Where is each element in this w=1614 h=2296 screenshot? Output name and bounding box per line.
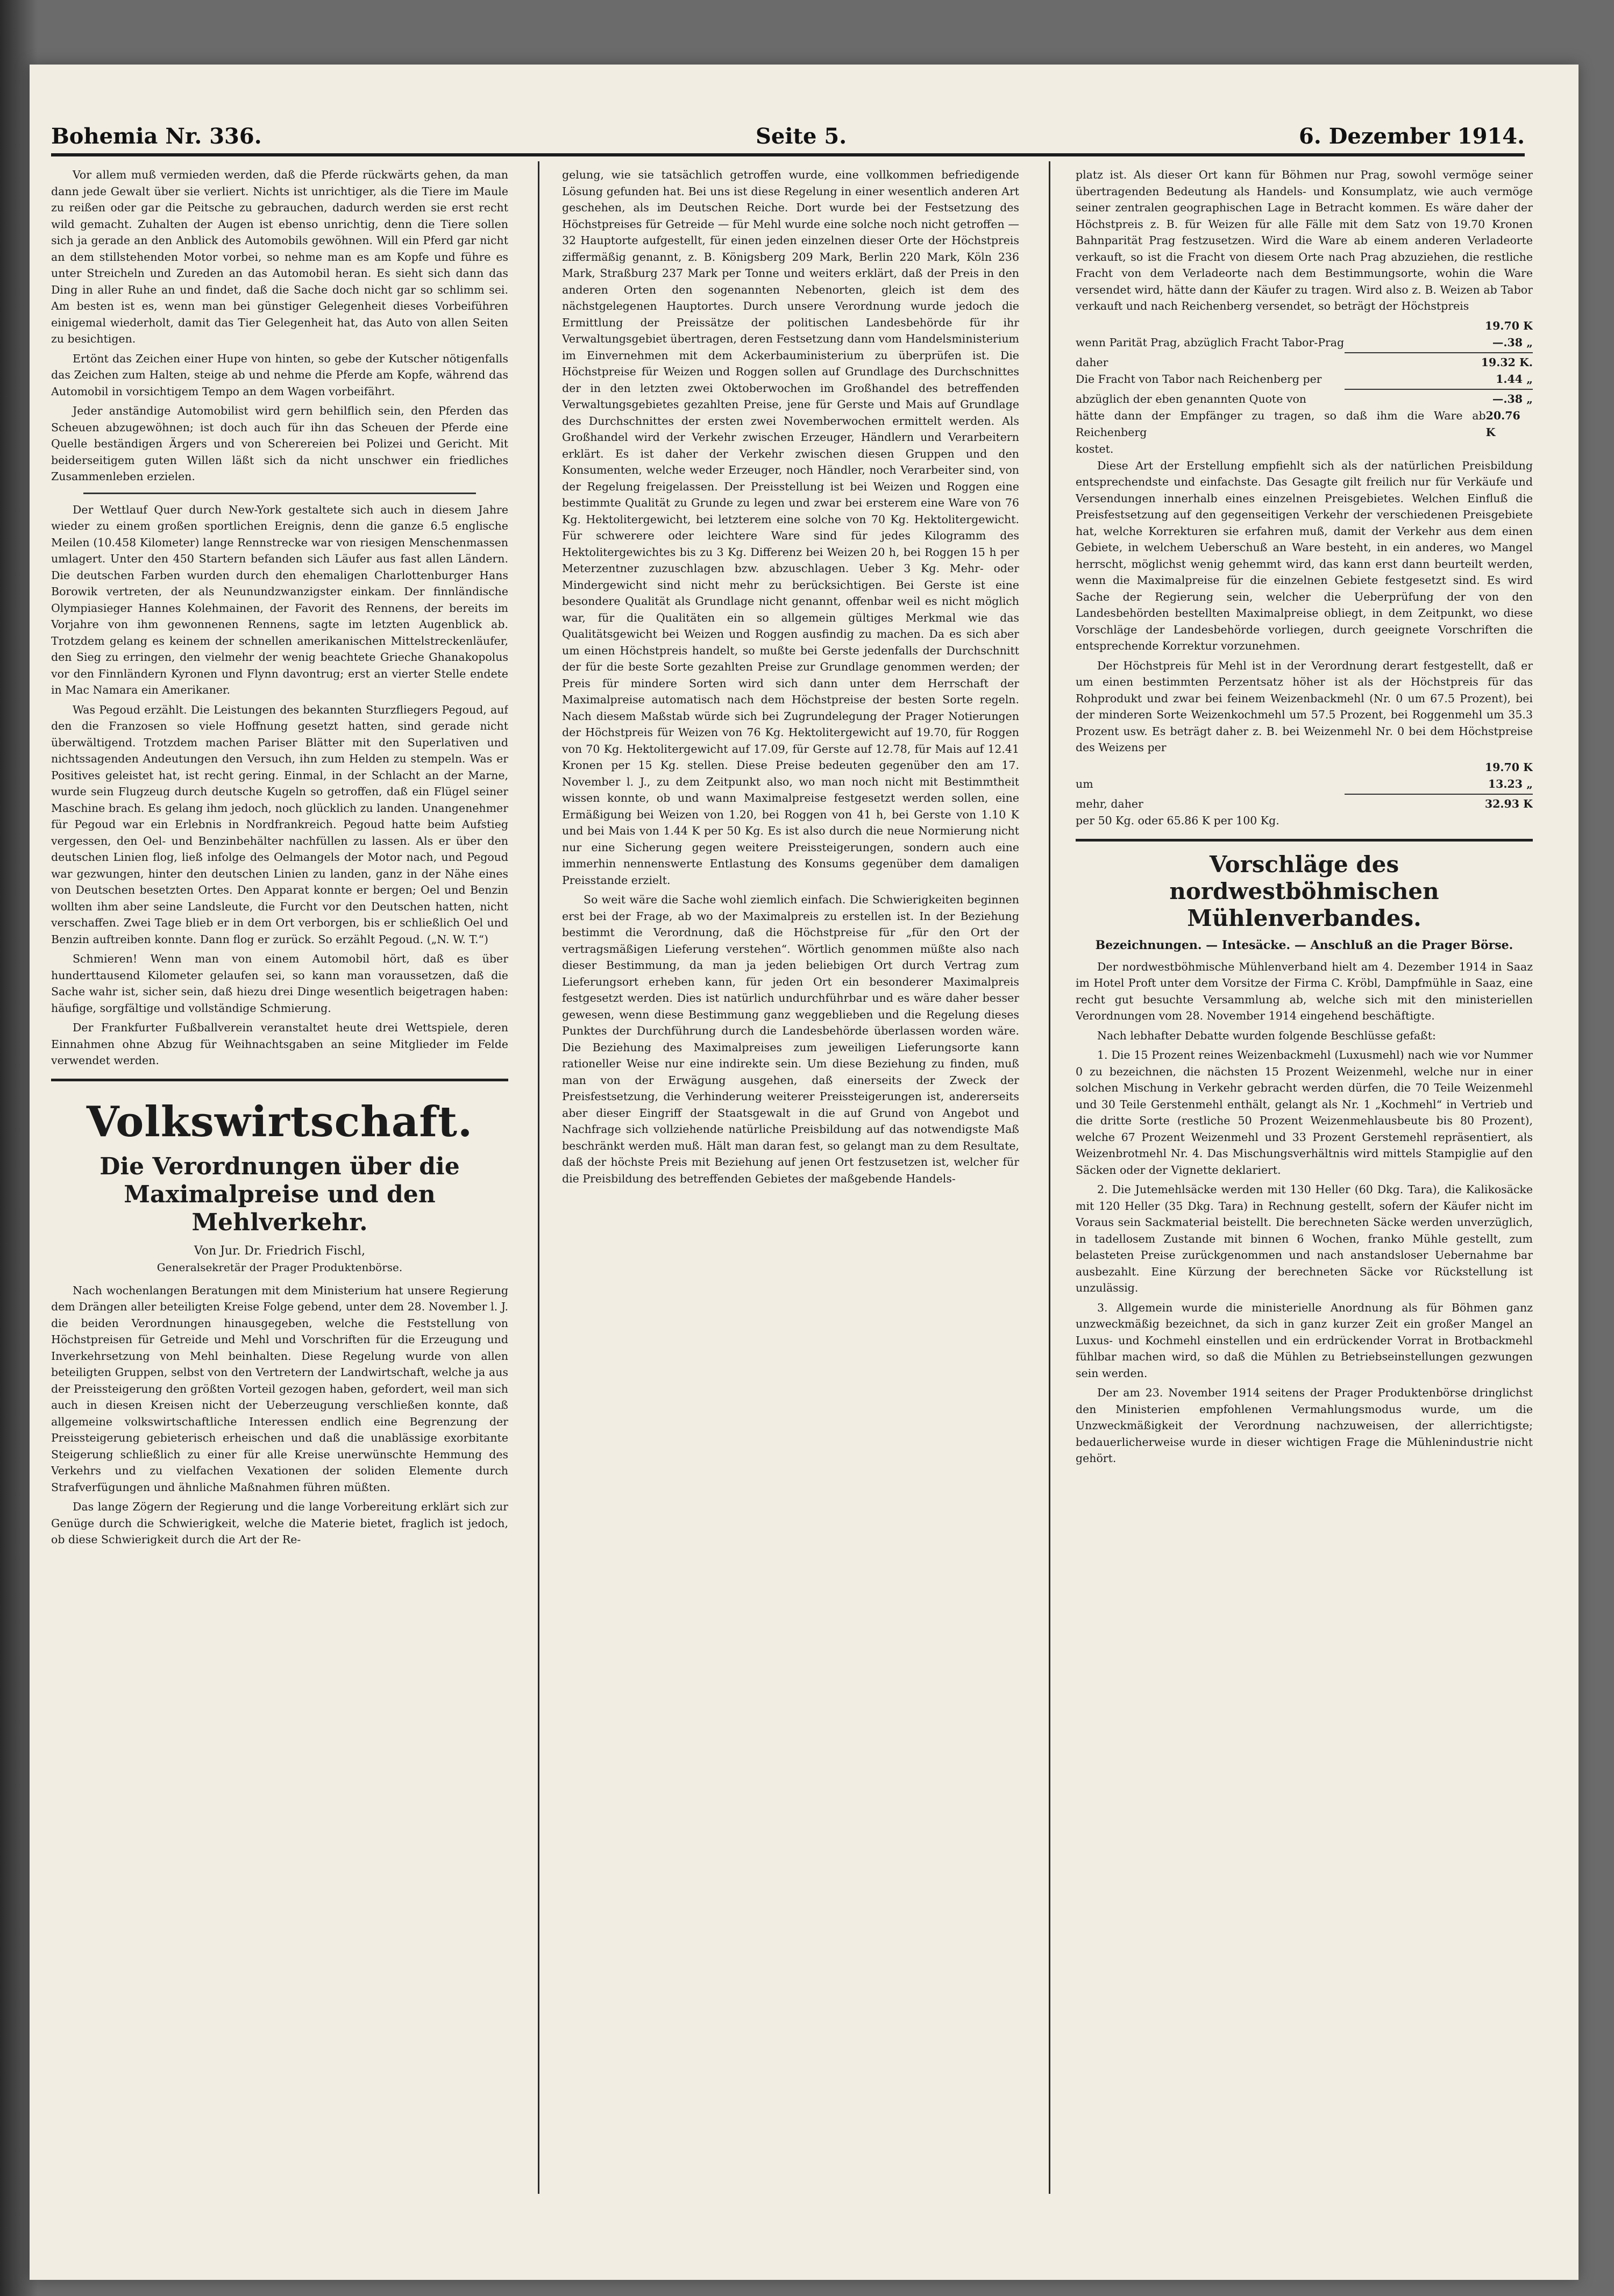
paragraph: Ertönt das Zeichen einer Hupe von hinten, so gebe der Kutscher nötigenfalls das Zeichen zum Halten, steige ab und nehme die Pferde am Kopfe, während das Automobil in vorsichtigem Tempo an dem Wagen vorbeifährt. <box>51 352 508 398</box>
calc-row: abzüglich der eben genannten Quote von —.38 „ <box>1076 392 1533 405</box>
price-calculation-2 <box>1076 759 1533 829</box>
article-subheading: Bezeichnungen. — Intesäcke. — Anschluß an die Prager Börse. <box>1095 938 1513 952</box>
news-item-pegoud: Was Pegoud erzählt. Die Leistungen des bekannten Sturzfliegers Pegoud, auf den die Franzosen so viele Hoffnung gesetzt hatten, sind gerade nicht überwältigend. Trotzdem machen Pariser Blätter mit den Superlativen und nichtssagenden Andeutungen den Versuch, ihn zum Helden zu stempeln. Was er Positives geleistet hat, ist recht gering. Einmal, in der Schlacht an der Marne, wurde sein Flugzeug durch deutsche Kugeln so getroffen, daß ein Flügel seiner Maschine brach. Es gelang ihm jedoch, noch glücklich zu landen. Unangenehmer für Pegoud war ein Erlebnis in Nordfrankreich. Pegoud hatte beim Aufstieg vergessen, den Oel- und Benzinbehälter nachfüllen zu lassen. Als er über den deutschen Linien flog, ließ infolge des Oelmangels der Motor nach, und Pegoud war gezwungen, hinter den deutschen Linien zu landen, ganz in der Nähe eines von Deutschen besetzten Ortes. Den Apparat konnte er bergen; Oel und Benzin wollten ihm aber seine Landsleute, die Furcht vor den Deutschen hatten, nicht verschaffen. Zwei Tage blieb er in dem Ort verborgen, bis er schließlich Oel und Benzin auftreiben konnte. Dann flog er zurück. So erzählt Pegoud. („N. W. T.“) <box>51 703 508 946</box>
price-calculation-1 <box>1076 318 1533 458</box>
sum-rule <box>1345 352 1533 353</box>
article-paragraph: 3. Allgemein wurde die ministerielle Anordnung als für Böhmen ganz unzweckmäßig bezeichnet, da sich in ganz kurzer Zeit ein großer Mangel an Luxus- und Kochmehl einstellen und ein erdrückender Vorrat in Brotbackmehl fühlbar machen wird, so daß die Mühlen zu Betriebseinstellungen gezwungen sein werden. <box>1076 1301 1533 1380</box>
calc-row: 19.70 K <box>1484 319 1533 332</box>
article-paragraph: gelung, wie sie tatsächlich getroffen wurde, eine vollkommen befriedigende Lösung gefunden hat. Bei uns ist diese Regelung in einer wesentlich anderen Art geschehen, als im Deutschen Reiche. Dort wurde bei der Festsetzung des Höchstpreises für Getreide — für Mehl wurde eine solche noch nicht getroffen — 32 Hauptorte aufgestellt, für einen jeden einzelnen dieser Orte der Höchstpreis ziffermäßig genannt, z. B. Königsberg 209 Mark, Berlin 220 Mark, Köln 236 Mark, Straßburg 237 Mark per Tonne und weiters erklärt, daß der Preis in den anderen Orten den sogenannten Nebenorten, gleich ist dem des nächstgelegenen Hauptortes. Durch unsere Verordnung wurde jedoch die Ermittlung der Preissätze der politischen Landesbehörde für ihr Verwaltungsgebiet übertragen, deren Festsetzung dann vom Handelsministerium im Einvernehmen mit dem Ackerbauministerium zu überprüfen ist. Die Höchstpreise für Weizen und Roggen sollen auf Grundlage des Durchschnittes der in den letzten zwei Oktoberwochen im Großhandel des betreffenden Verwaltungsgebietes gezahlten Preise, jene für Gerste und Mais auf Grundlage des Durchschnittes der ersten zwei Novemberwochen ermittelt werden. Als Großhandel wird der Verkehr zwischen Erzeuger, Händlern und Verarbeitern erklärt. Es ist daher der Verkehr zwischen diesen Gruppen und den Konsumenten, welche weder Erzeuger, noch Händler, noch Verarbeiter sind, von der Regelung freigelassen. Der Preisstellung ist bei Weizen und Roggen eine bestimmte Qualität zu Grunde zu legen und zwar bei ersterem eine Ware von 76 Kg. Hektolitergewicht, bei letzterem eine solche von 70 Kg. Hektolitergewicht. Für schwerere oder leichtere Ware sind für jedes Kilogramm des Hektolitergewichtes bis zu 3 Kg. Differenz bei Weizen 20 h, bei Roggen 15 h per Meterzentner zuzuschlagen bzw. abzuschlagen. Ueber 3 Kg. Mehr- oder Mindergewicht sind nicht mehr zu berücksichtigen. Bei Gerste ist eine besondere Qualität als Grundlage nicht genannt, offenbar weil es nicht möglich war, für die Qualitäten ein so allgemein gültiges Merkmal wie das Qualitätsgewicht bei Weizen und Roggen ausfindig zu machen. Da es sich aber um einen Höchstpreis handelt, so mußte bei Gerste jedenfalls der Durchschnitt der für die beste Sorte gezahlten Preise zur Grundlage genommen werden; der Preis für mindere Sorten wird sich dann unter dem Herrschaft der Maximalpreise automatisch nach dem Höchstpreise der besten Sorte regeln. Nach diesem Maßstab würde sich bei Zugrundelegung der Prager Notierungen der Höchstpreis für Weizen von 76 Kg. Hektolitergewicht auf 19.70, für Roggen von 70 Kg. Hektolitergewicht auf 17.09, für Gerste auf 12.78, für Mais auf 12.41 Kronen per 15 Kg. stellen. Diese Preise bedeuten gegenüber den am 17. November l. J., zu dem Zeitpunkt also, wo man noch nicht mit Bestimmtheit wissen konnte, ob und wann Maximalpreise festgesetzt werden sollen, eine Ermäßigung bei Weizen von 1.20, bei Roggen von 41 h, bei Gerste von 1.10 K und bei Mais von 1.44 K per 50 Kg. Es ist also durch die neue Normierung nicht nur eine Sicherung gegen weitere Preissteigerungen, sondern auch eine immerhin nennenswerte Entlastung des Konsums gegenüber dem damaligen Preisstande erzielt. <box>562 168 1019 887</box>
article-paragraph: Das lange Zögern der Regierung und die lange Vorbereitung erklärt sich zur Genüge durch die Schwierigkeit, welche die Materie bietet, fraglich ist jedoch, ob diese Schwierigkeit durch die Art der Re- <box>51 1500 508 1546</box>
article-paragraph: Der Höchstpreis für Mehl ist in der Verordnung derart festgestellt, daß er um einen bestimmten Perzentsatz höher ist als der Höchstpreis für das Rohprodukt und zwar bei feinem Weizenbackmehl (Nr. 0 um 67.5 Prozent), bei der minderen Sorte Weizenkochmehl um 57.5 Prozent, bei Roggenmehl um 35.3 Prozent usw. Es beträgt daher z. B. bei Weizenmehl Nr. 0 bei dem Höchstpreise des Weizens per <box>1076 659 1533 754</box>
column-2 <box>562 167 1019 2205</box>
calc-row: per 50 Kg. oder 65.86 K per 100 Kg. <box>1076 814 1279 827</box>
byline: Von Jur. Dr. Friedrich Fischl, <box>194 1244 366 1258</box>
sum-rule <box>1345 389 1533 390</box>
column-3 <box>1076 167 1533 2258</box>
column-rule <box>538 161 539 2194</box>
calc-row: mehr, daher 32.93 K <box>1076 797 1533 810</box>
paragraph: Jeder anständige Automobilist wird gern behilflich sein, den Pferden das Scheuen abzugewöhnen; ist doch auch für ihn das Scheuen der Pferde eine Quelle beständigen Ärgers und von Scherereien bei Polizei und Gericht. Mit beiderseitigem guten Willen läßt sich da nicht unschwer ein friedliches Zusammenleben erzielen. <box>51 404 508 483</box>
news-item-wettlauf: Der Wettlauf Quer durch New-York gestaltete sich auch in diesem Jahre wieder zu einem großen sportlichen Ereignis, denn die ganze 6.5 englische Meilen (10.458 Kilometer) lange Rennstrecke war von riesigen Menschenmassen umlagert. Unter den 450 Startern befanden sich Läufer aus fast allen Ländern. Die deutschen Farben wurden durch den ehemaligen Charlottenburger Hans Borowik vertreten, der als Neunundzwanzigster einkam. Der finnländische Olympiasieger Hannes Kolehmainen, der Favorit des Rennens, der bereits im Vorjahre von ihm gewonnenen Rennens, sagte im letzten Augenblick ab. Trotzdem gelang es keinem der schnellen amerikanischen Mittelstreckenläufer, den Sieg zu erringen, den vielmehr der wenig beachtete Grieche Ghanakopolus vor den Finnländern Kyronen und Flynn davontrug; erst an vierter Stelle endete in Mac Namara ein Amerikaner. <box>51 503 508 696</box>
column-rule <box>1049 161 1050 2194</box>
calc-row: Die Fracht von Tabor nach Reichenberg per 1.44 „ <box>1076 372 1533 386</box>
article-paragraph: Der nordwestböhmische Mühlenverband hielt am 4. Dezember 1914 in Saaz im Hotel Proft unter dem Vorsitze der Firma C. Kröbl, Dampfmühle in Saaz, eine recht gut besuchte Versammlung ab, welche sich mit den ministeriellen Verordnungen vom 28. November 1914 eingehend beschäftigte. <box>1076 960 1533 1022</box>
paragraph: Vor allem muß vermieden werden, daß die Pferde rückwärts gehen, da man dann jede Gewalt über sie verliert. Nichts ist unrichtiger, als die Tiere im Maule zu reißen oder gar die Peitsche zu gebrauchen, dadurch werden sie erst recht wild gemacht. Zuhalten der Augen ist ebenso unrichtig, denn die Tiere sollen sich ja gerade an den Anblick des Automobils gewöhnen. Will ein Pferd gar nicht an dem stillstehenden Motor vorbei, so nehme man es am Kopfe und führe es unter Streicheln und Zureden an das Automobil heran. Es sieht sich dann das Ding in aller Ruhe an und findet, daß die Sache doch nicht gar so schlimm sei. Am besten ist es, wenn man bei günstiger Gelegenheit dieses Vorbeiführen einigemal wiederholt, damit das Tier Gelegenheit hat, das Auto von allen Seiten zu besichtigen. <box>51 168 508 345</box>
article-title: Die Verordnungen über die Maximalpreise und den Mehlverkehr. <box>99 1152 460 1236</box>
calc-row: daher 19.32 K. <box>1076 355 1533 369</box>
news-item-frankfurter: Der Frankfurter Fußballverein veranstaltet heute drei Wettspiele, deren Einnahmen ohne Abzug für Weihnachtsgaben an seine Mitglieder im Felde verwendet werden. <box>51 1021 508 1067</box>
article-paragraph: Nach lebhafter Debatte wurden folgende Beschlüsse gefaßt: <box>1097 1029 1436 1042</box>
header-date: 6. Dezember 1914. <box>1299 124 1525 149</box>
article-paragraph: Der am 23. November 1914 seitens der Prager Produktenbörse dringlichst den Ministerien empfohlenen Vermahlungsmodus wurde, um die Unzweckmäßigkeit der Verordnung nachzuweisen, der allerrichtigste; bedauerlicherweise wurde in dieser wichtigen Frage die Mühlenindustrie nicht gehört. <box>1076 1386 1533 1465</box>
article-paragraph: 2. Die Jutemehlsäcke werden mit 130 Heller (60 Dkg. Tara), die Kalikosäcke mit 120 Heller (35 Dkg. Tara) in Rechnung gestellt, sofern der Käufer nicht im Voraus sein Sackmaterial beistellt. Die berechneten Säcke werden unverzüglich, in tadellosem Zustande mit binnen 6 Wochen, franko Mühle gestellt, zum belasteten Preise zurückgenommen und nach anstandsloser Uebernahme bar ausbezahlt. Eine Kürzung der berechneten Säcke vor Rückstellung ist unzulässig. <box>1076 1183 1533 1294</box>
article-paragraph: Diese Art der Erstellung empfiehlt sich als der natürlichen Preisbildung entsprechendste und einfachste. Das Gesagte gilt freilich nur für Verkäufe und Versendungen innerhalb eines einzelnen Preisgebietes. Welchen Einfluß die Preisfestsetzung auf den gegenseitigen Verkehr der verschiedenen Preisgebiete hat, welche Korrekturen sie erfahren muß, damit der Verkehr aus dem einen Gebiete, in welchem Ueberschuß an Ware besteht, in ein anderes, wo Mangel herrscht, möglichst wenig gehemmt wird, das kann erst dann beurteilt werden, wenn die Maximalpreise für die einzelnen Gebiete festgesetzt sind. Es wird Sache der Regierung sein, welcher die Ueberprüfung der von den Landesbehörden bestellten Maximalpreise obliegt, in dem Zeitpunkt, wo diese Vorschläge der Landesbehörde vorliegen, durch geeignete Vorschriften die entsprechende Korrektur vorzunehmen. <box>1076 459 1533 652</box>
calc-row: hätte dann der Empfänger zu tragen, so daß ihm die Ware ab Reichenberg 20.76 K <box>1076 409 1520 439</box>
byline-role: Generalsekretär der Prager Produktenbörse. <box>157 1261 403 1274</box>
article-title: Vorschläge des nordwestböhmischen Mühlenverbandes. <box>1169 851 1439 931</box>
section-title: Volkswirtschaft. <box>86 1097 473 1146</box>
calc-row: 19.70 K <box>1484 760 1533 774</box>
column-1 <box>51 167 508 2258</box>
section-divider <box>1076 839 1533 842</box>
article-paragraph: So weit wäre die Sache wohl ziemlich einfach. Die Schwierigkeiten beginnen erst bei der Frage, ab wo der Maximalpreis zu erstellen ist. In der Beziehung bestimmt die Verordnung, daß die Höchstpreise für „für den Ort der vertragsmäßigen Lieferung verstehen“. Wörtlich genommen müßte also nach dieser Bestimmung, da man ja jeden beliebigen Ort durch Vertrag zum Lieferungsort erheben kann, für jeden Ort ein besonderer Maximalpreis festgesetzt werden. Dies ist natürlich undurchführbar und es wäre daher besser gewesen, wenn diese Bestimmung ganz weggeblieben und die Regelung dieses Punktes der Durchführung durch die Landesbehörde überlassen worden wäre. Die Beziehung des Maximalpreises zum jeweiligen Lieferungsorte kann rationeller Weise nur eine indirekte sein. Um diese Beziehung zu finden, muß man von der Erwägung ausgehen, daß einerseits der Zweck der Preisfestsetzung, die Verhinderung weiterer Preissteigerungen ist, andererseits aber dieser Eingriff der Staatsgewalt in die auf Grund von Angebot und Nachfrage sich vollziehende natürliche Preisbildung auf das notwendigste Maß beschränkt werden muß. Hält man daran fest, so gelangt man zu dem Resultate, daß der höchste Preis mit Beziehung auf jenen Ort festzusetzen ist, welcher für die Preisbildung des betreffenden Gebietes der maßgebende Handels- <box>562 893 1019 1185</box>
header-page-number: Seite 5. <box>756 124 847 149</box>
calc-row: kostet. <box>1076 442 1114 455</box>
article-paragraph: platz ist. Als dieser Ort kann für Böhmen nur Prag, sowohl vermöge seiner übertragenden Bedeutung als Handels- und Konsumplatz, wie auch vermöge seiner zentralen geographischen Lage in Betracht kommen. Es wäre daher der Höchstpreis z. B. für Weizen für alle Fälle mit dem Satz von 19.70 Kronen Bahnparität Prag festzusetzen. Wird die Ware ab einem anderen Verladeorte verkauft, so ist die Fracht von diesem Orte nach Prag abzuziehen, die restliche Fracht von dem Verladeorte nach dem Bestimmungsorte, wohin die Ware versendet wird, hätte dann der Käufer zu tragen. Wird also z. B. Weizen ab Tabor verkauft und nach Reichenberg versendet, so beträgt der Höchstpreis <box>1076 168 1533 312</box>
section-divider <box>51 1079 508 1081</box>
newspaper-page <box>30 65 1579 2280</box>
divider <box>83 493 476 494</box>
sum-rule <box>1345 794 1533 795</box>
news-item-schmieren: Schmieren! Wenn man von einem Automobil hört, daß es über hunderttausend Kilometer gelaufen sei, so kann man voraussetzen, daß die Sache wahr ist, sicher sein, daß hiezu drei Dinge wesentlich beigetragen haben: häufige, sorgfältige und vollständige Schmierung. <box>51 952 508 1015</box>
article-paragraph: Nach wochenlangen Beratungen mit dem Ministerium hat unsere Regierung dem Drängen aller beteiligten Kreise Folge gebend, unter dem 28. November l. J. die beiden Verordnungen hinausgegeben, welche die Feststellung von Höchstpreisen für Getreide und Mehl und Vorschriften für die Erzeugung und Inverkehrsetzung von Mehl beinhalten. Diese Regelung wurde von allen beteiligten Gruppen, selbst von den Vertretern der Landwirtschaft, welche ja aus der Preissteigerung den größten Vorteil gezogen haben, gefordert, weil man sich auch in diesen Kreisen nicht der Ueberzeugung verschließen konnte, daß allgemeine volkswirtschaftliche Interessen endlich eine Begrenzung der Preissteigerung gebieterisch erheischen und daß die unablässige exorbitante Steigerung schließlich zu einer für alle Kreise unerwünschte Hemmung des Verkehrs und zu vielfachen Vexationen der soliden Elemente durch Strafverfügungen und ähnliche Maßnahmen führen müßten. <box>51 1284 508 1494</box>
calc-row: um 13.23 „ <box>1076 777 1533 790</box>
calc-row: wenn Parität Prag, abzüglich Fracht Tabor-Prag —.38 „ <box>1076 336 1533 349</box>
page-header <box>51 116 1525 156</box>
header-issue: Bohemia Nr. 336. <box>51 124 262 149</box>
article-paragraph: 1. Die 15 Prozent reines Weizenbackmehl (Luxusmehl) nach wie vor Nummer 0 zu bezeichnen, die nächsten 15 Prozent Weizenmehl, welche nur in einer solchen Mischung in Verkehr gebracht werden dürfen, die 70 Teile Weizenmehl und 30 Teile Gerstenmehl enthält, gelangt als Nr. 1 „Kochmehl“ in Vertrieb und die dritte Sorte (restliche 50 Prozent Weizenmehlausbeute bis 80 Prozent), welche 67 Prozent Weizenmehl und 33 Prozent Gerstemehl repräsentiert, als Weizenbrotmehl Nr. 4. Das Mischungsverhältnis wird mittels Stampiglie auf den Säcken oder der Vignette deklariert. <box>1076 1049 1533 1176</box>
